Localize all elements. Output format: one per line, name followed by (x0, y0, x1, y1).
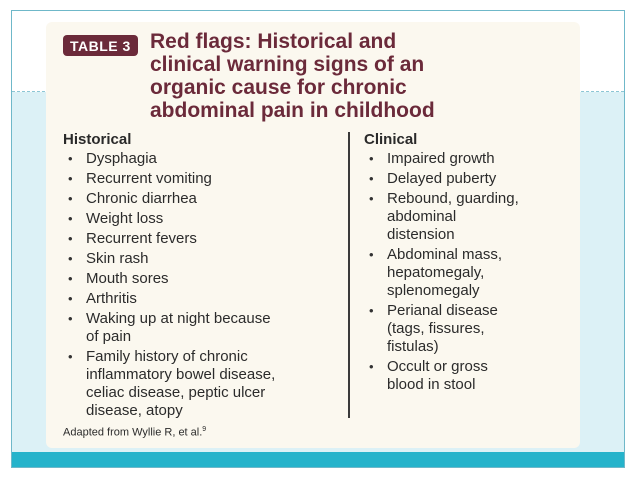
historical-column (63, 130, 348, 422)
footnote (63, 426, 206, 439)
list-item-line: Abdominal mass, (387, 246, 503, 263)
bullet-icon: • (68, 291, 73, 306)
list-item-line: hepatomegaly, (387, 264, 485, 281)
bullet-icon: • (68, 251, 73, 266)
bullet-icon: • (68, 171, 73, 186)
list-item-line: Dysphagia (86, 150, 157, 167)
bullet-icon: • (369, 171, 374, 186)
list-item (63, 210, 348, 228)
list-item-line: Occult or gross (387, 358, 488, 375)
list-item (364, 246, 574, 300)
bullet-icon: • (68, 311, 73, 326)
clinical-list (364, 150, 574, 394)
table-label: TABLE 3 (63, 35, 138, 56)
list-item-line: of pain (86, 328, 132, 345)
list-item-line: Recurrent fevers (86, 230, 197, 247)
list-item-line: splenomegaly (387, 282, 480, 299)
bullet-icon: • (68, 211, 73, 226)
list-item-line: Recurrent vomiting (86, 170, 212, 187)
list-item-line: inflammatory bowel disease, (86, 366, 276, 383)
bullet-icon: • (369, 303, 374, 318)
list-item (63, 150, 348, 168)
bullet-icon: • (68, 151, 73, 166)
bullet-icon: • (369, 359, 374, 374)
list-item-line: Rebound, guarding, (387, 190, 519, 207)
footnote-ref: 9 (202, 426, 207, 433)
list-item (364, 302, 574, 356)
list-item-line: Delayed puberty (387, 170, 497, 187)
list-item-line: distension (387, 226, 455, 243)
list-item-line: fistulas) (387, 338, 439, 355)
bullet-icon: • (68, 231, 73, 246)
list-item-line: Family history of chronic (86, 348, 248, 365)
list-item-line: abdominal (387, 208, 457, 225)
list-item (364, 358, 574, 394)
list-item (63, 230, 348, 248)
list-item-line: Mouth sores (86, 270, 169, 287)
historical-heading: Historical (63, 131, 132, 148)
list-item-line: celiac disease, peptic ulcer (86, 384, 266, 401)
list-item (63, 250, 348, 268)
list-item-line: (tags, fissures, (387, 320, 485, 337)
list-item (63, 170, 348, 188)
bullet-icon: • (68, 191, 73, 206)
list-item-line: Skin rash (86, 250, 149, 267)
list-item (364, 170, 574, 188)
bullet-icon: • (369, 191, 374, 206)
clinical-column (364, 130, 574, 396)
list-item-line: Waking up at night because (86, 310, 271, 327)
list-item-line: Arthritis (86, 290, 137, 307)
bullet-icon: • (68, 349, 73, 364)
column-divider (348, 132, 350, 418)
list-item-line: Weight loss (86, 210, 164, 227)
list-item-line: Perianal disease (387, 302, 498, 319)
list-item (63, 190, 348, 208)
list-item-line: Chronic diarrhea (86, 190, 197, 207)
historical-list (63, 150, 348, 420)
list-item-line: Impaired growth (387, 150, 495, 167)
list-item (364, 150, 574, 168)
list-item (63, 348, 348, 420)
table-card (46, 22, 580, 448)
footnote-text: Adapted from Wyllie R, et al. (63, 426, 203, 439)
list-item (63, 270, 348, 288)
title-line: organic cause for chronic (150, 76, 407, 99)
list-item (364, 190, 574, 244)
list-item-line: blood in stool (387, 376, 476, 393)
bullet-icon: • (369, 247, 374, 262)
bullet-icon: • (68, 271, 73, 286)
table-title (150, 30, 575, 122)
clinical-heading: Clinical (364, 131, 418, 148)
bullet-icon: • (369, 151, 374, 166)
list-item (63, 290, 348, 308)
list-item (63, 310, 348, 346)
title-line: Red flags: Historical and (150, 30, 397, 53)
title-line: abdominal pain in childhood (150, 99, 435, 122)
bottom-accent-bar (12, 452, 624, 467)
title-line: clinical warning signs of an (150, 53, 425, 76)
list-item-line: disease, atopy (86, 402, 183, 419)
